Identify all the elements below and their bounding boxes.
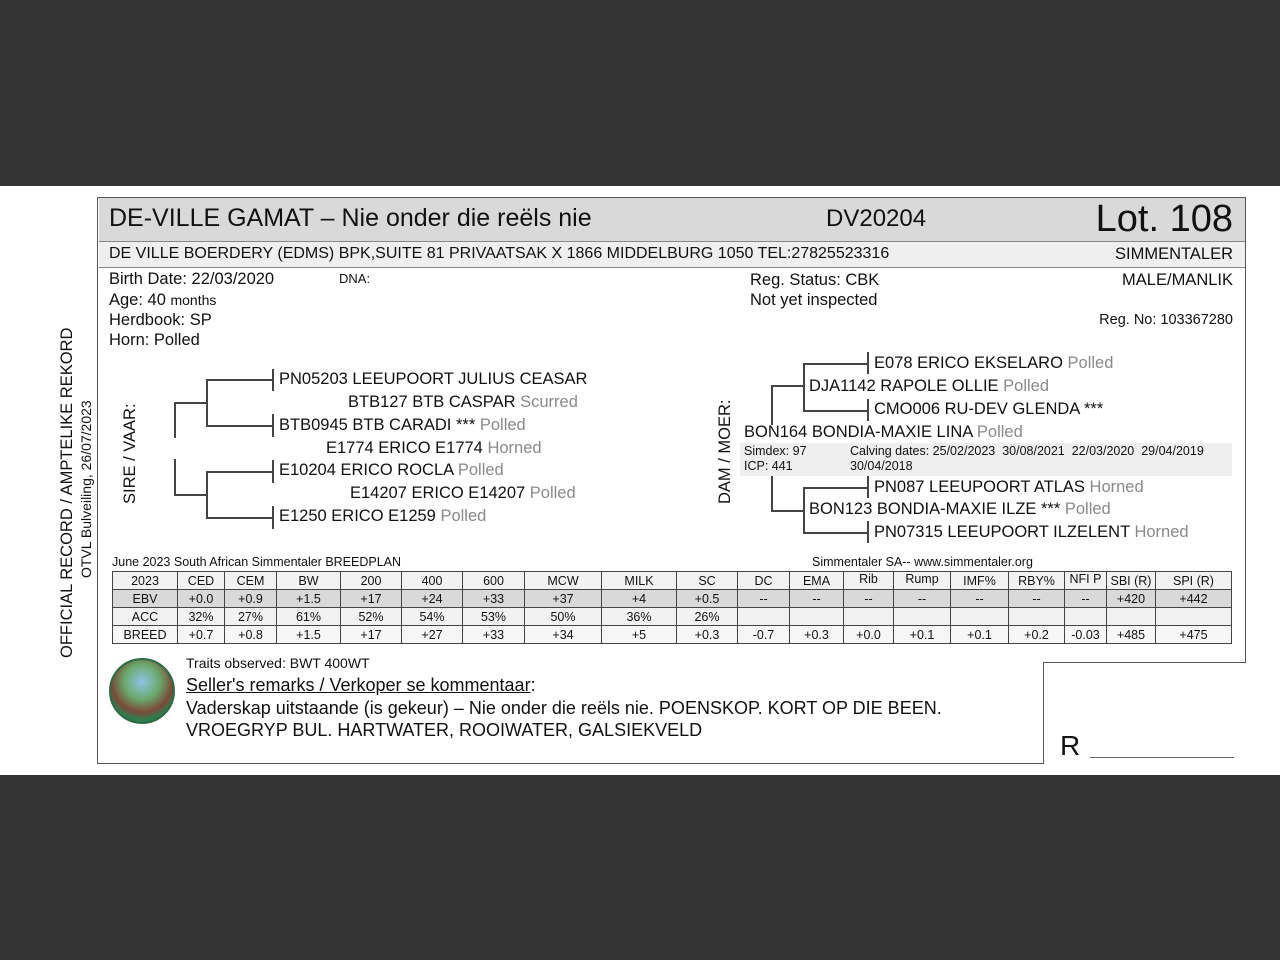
sire-sire: [279, 370, 587, 389]
birth-date: Birth Date: 22/03/2020: [109, 270, 275, 288]
pedigree-line: [174, 494, 207, 496]
animal-name: PN05203 LEEUPOORT JULIUS CEASAR: [279, 370, 588, 388]
table-cell: --: [844, 590, 894, 608]
animal-name: DE-VILLE GAMAT – Nie onder die reëls nie: [109, 204, 592, 232]
horn-status: Horned: [1089, 478, 1144, 496]
table-cell: +485: [1107, 626, 1156, 644]
pedigree-line: [867, 352, 869, 374]
column-header: EMA: [790, 572, 844, 590]
table-cell: +4: [602, 590, 677, 608]
table-cell: [844, 608, 894, 626]
dam-sire-sire: [874, 354, 1113, 373]
ebv-header-row: [113, 572, 1232, 590]
animal-name: CMO006 RU-DEV GLENDA ***: [874, 400, 1104, 418]
dam-simdex: Simdex: 97: [744, 444, 807, 458]
remarks-line-1: Vaderskap uitstaande (is gekeur) – Nie onder die reëls nie. POENSKOP. KORT OP DIE BEEN.: [186, 698, 942, 718]
pedigree-line: [206, 517, 272, 519]
horn-status: Polled: [479, 416, 526, 434]
ebv-table: [112, 571, 1232, 644]
pedigree-line: [803, 363, 805, 411]
age-unit: months: [170, 292, 217, 308]
remarks-heading-text: Seller's remarks / Verkoper se kommentaar: [186, 675, 531, 695]
calving-dates-cont: 30/04/2018: [850, 459, 913, 473]
table-cell: --: [894, 590, 951, 608]
animal-name: DJA1142 RAPOLE OLLIE: [809, 377, 999, 395]
auction-label: OTVL Bulveiling, 26/07/2023: [78, 400, 94, 578]
table-cell: +442: [1156, 590, 1232, 608]
animal-name: PN07315 LEEUPOORT ILZELENT: [874, 523, 1130, 541]
animal-name: E1774 ERICO E1774: [326, 439, 483, 457]
sire-dam: [279, 416, 526, 435]
card-border: [1043, 662, 1044, 764]
table-cell: +17: [341, 590, 402, 608]
pedigree-line: [867, 399, 869, 421]
card-border: [97, 197, 1245, 198]
column-header: RBY%: [1009, 572, 1065, 590]
animal-name: PN087 LEEUPOORT ATLAS: [874, 478, 1085, 496]
animal-id: DV20204: [826, 205, 927, 232]
column-header: CEM: [225, 572, 277, 590]
table-cell: --: [790, 590, 844, 608]
animal-name: E078 ERICO EKSELARO: [874, 354, 1063, 372]
table-cell: +33: [463, 626, 525, 644]
table-cell: +0.9: [225, 590, 277, 608]
pedigree-line: [803, 410, 867, 412]
pedigree-line: [206, 425, 272, 427]
table-cell: 32%: [178, 608, 225, 626]
horn-status: Horned: [1134, 523, 1189, 541]
pedigree-line: [174, 402, 176, 438]
remarks-line-2: VROEGRYP BUL. HARTWATER, ROOIWATER, GALSIEKVELD: [186, 720, 703, 740]
column-header: 200: [341, 572, 402, 590]
column-header: 2023: [113, 572, 178, 590]
table-cell: +34: [525, 626, 602, 644]
horn-status: Horned: [487, 439, 542, 457]
pedigree-line: [867, 521, 869, 543]
pedigree-line: [272, 506, 274, 529]
dam-sire: [809, 377, 1049, 396]
table-cell: +475: [1156, 626, 1232, 644]
table-cell: --: [951, 590, 1009, 608]
table-cell: 50%: [525, 608, 602, 626]
horn-status: Polled: [529, 484, 576, 502]
table-cell: +33: [463, 590, 525, 608]
pedigree-line: [206, 379, 272, 381]
table-cell: +1.5: [277, 590, 341, 608]
sire-label: SIRE / VAAR:: [121, 403, 139, 504]
pedigree-line: [174, 402, 207, 404]
price-blank-field[interactable]: [1090, 757, 1234, 758]
pedigree-line: [803, 487, 867, 489]
animal-name: BTB127 BTB CASPAR: [348, 393, 516, 411]
registration-number: Reg. No: 103367280: [1099, 312, 1233, 328]
pedigree-line: [174, 459, 176, 495]
pedigree-line: [272, 414, 274, 437]
table-cell: +5: [602, 626, 677, 644]
animal-name: BTB0945 BTB CARADI ***: [279, 416, 476, 434]
pedigree-line: [272, 369, 274, 391]
maternal-grandsire: [326, 439, 542, 458]
table-cell: 26%: [677, 608, 738, 626]
column-header: BW: [277, 572, 341, 590]
table-cell: +0.1: [894, 626, 951, 644]
horn-status: Polled: [440, 507, 487, 525]
calving-dates: Calving dates: 25/02/2023 30/08/2021 22/03/2020 29/04/2019: [850, 444, 1204, 458]
remarks-heading: [186, 675, 536, 696]
column-header: IMF%: [951, 572, 1009, 590]
pedigree-line: [867, 476, 869, 498]
breed-label: SIMMENTALER: [1115, 245, 1233, 263]
pedigree-line: [771, 510, 804, 512]
pedigree-line: [206, 471, 272, 473]
table-cell: +0.1: [951, 626, 1009, 644]
table-cell: --: [1009, 590, 1065, 608]
sire: [348, 393, 578, 412]
table-cell: +0.0: [844, 626, 894, 644]
pedigree-line: [771, 475, 773, 511]
breedplan-source: Simmentaler SA-- www.simmentaler.org: [812, 555, 1033, 569]
table-cell: +1.5: [277, 626, 341, 644]
card-border: [97, 197, 98, 764]
table-cell: [1156, 608, 1232, 626]
animal-name: BON164 BONDIA-MAXIE LINA: [744, 423, 973, 441]
ebv-row: [113, 590, 1232, 608]
column-header: Rib: [844, 572, 894, 590]
table-cell: +420: [1107, 590, 1156, 608]
table-cell: [790, 608, 844, 626]
column-header: 400: [402, 572, 463, 590]
table-cell: +0.2: [1009, 626, 1065, 644]
table-cell: +0.3: [677, 626, 738, 644]
row-label: ACC: [113, 608, 178, 626]
horn-status: Polled: [457, 461, 504, 479]
table-cell: -0.03: [1065, 626, 1107, 644]
column-header: SPI (R): [1156, 572, 1232, 590]
table-cell: 27%: [225, 608, 277, 626]
horn-status: Polled: [1003, 377, 1050, 395]
table-cell: +0.3: [790, 626, 844, 644]
pedigree-line: [771, 385, 773, 425]
table-cell: [1107, 608, 1156, 626]
horn-status: Scurred: [520, 393, 578, 411]
table-cell: [1009, 608, 1065, 626]
card-border: [1245, 197, 1246, 662]
row-label: EBV: [113, 590, 178, 608]
table-cell: +17: [341, 626, 402, 644]
table-cell: 52%: [341, 608, 402, 626]
horn-status: Polled: [976, 423, 1023, 441]
pedigree-line: [206, 379, 208, 426]
column-header: MCW: [525, 572, 602, 590]
animal-name: E10204 ERICO ROCLA: [279, 461, 454, 479]
acc-row: [113, 608, 1232, 626]
card-border: [1043, 662, 1246, 663]
table-cell: +0.8: [225, 626, 277, 644]
column-header: Rump: [894, 572, 951, 590]
pedigree-line: [771, 385, 804, 387]
table-cell: +37: [525, 590, 602, 608]
pedigree-line: [272, 460, 274, 483]
reg-status: Reg. Status: CBK: [750, 271, 880, 289]
age-value: Age: 40: [109, 291, 166, 309]
sire-grand: [350, 484, 576, 503]
dam-dam: [809, 500, 1111, 519]
column-header: DC: [738, 572, 790, 590]
table-cell: -0.7: [738, 626, 790, 644]
sex-label: MALE/MANLIK: [1122, 271, 1233, 289]
price-currency: R: [1060, 730, 1081, 761]
breedplan-title: June 2023 South African Simmentaler BREEDPLAN: [112, 555, 402, 569]
table-cell: +27: [402, 626, 463, 644]
table-cell: 54%: [402, 608, 463, 626]
remarks-heading-colon: :: [530, 675, 536, 695]
dam-dam-dam: [874, 523, 1189, 542]
table-cell: +0.0: [178, 590, 225, 608]
column-header: 600: [463, 572, 525, 590]
traits-observed: Traits observed: BWT 400WT: [186, 655, 370, 671]
horn-status: Polled: [1064, 500, 1111, 518]
table-cell: +0.5: [677, 590, 738, 608]
column-header: CED: [178, 572, 225, 590]
column-header: SBI (R): [1107, 572, 1156, 590]
age: [109, 291, 216, 310]
inspection-status: Not yet inspected: [750, 291, 878, 309]
official-record-label: OFFICIAL RECORD / AMPTELIKE REKORD: [58, 327, 76, 658]
horn-status: Horn: Polled: [109, 331, 200, 349]
animal-name: E1250 ERICO E1259: [279, 507, 436, 525]
column-header: MILK: [602, 572, 677, 590]
table-cell: [894, 608, 951, 626]
sire-dam-sire: [279, 461, 504, 480]
table-cell: 61%: [277, 608, 341, 626]
dam-sire-dam: [874, 400, 1103, 419]
sire-grand-dam: [279, 507, 486, 526]
table-cell: +0.7: [178, 626, 225, 644]
pedigree-line: [803, 487, 805, 533]
column-header: NFI P: [1065, 572, 1107, 590]
table-cell: --: [1065, 590, 1107, 608]
animal-name: BON123 BONDIA-MAXIE ILZE ***: [809, 500, 1061, 518]
pedigree-line: [206, 471, 208, 518]
table-cell: --: [738, 590, 790, 608]
table-cell: [1065, 608, 1107, 626]
society-logo-icon: [109, 658, 175, 724]
table-cell: +24: [402, 590, 463, 608]
herdbook: Herdbook: SP: [109, 311, 212, 329]
dam-icp: ICP: 441: [744, 459, 793, 473]
breeder-address: DE VILLE BOERDERY (EDMS) BPK,SUITE 81 PRIVAATSAK X 1866 MIDDELBURG 1050 TEL:27825523316: [109, 245, 890, 262]
dna-label: DNA:: [339, 271, 371, 286]
table-cell: [951, 608, 1009, 626]
dam-dam-sire: [874, 478, 1144, 497]
table-cell: [738, 608, 790, 626]
pedigree-line: [803, 532, 867, 534]
table-cell: 53%: [463, 608, 525, 626]
dam: [744, 423, 1023, 442]
horn-status: Polled: [1067, 354, 1114, 372]
animal-name: E14207 ERICO E14207: [350, 484, 526, 502]
column-header: SC: [677, 572, 738, 590]
pedigree-line: [803, 363, 867, 365]
card-border: [97, 763, 1044, 764]
dam-label: DAM / MOER:: [716, 399, 734, 504]
table-cell: 36%: [602, 608, 677, 626]
lot-number: Lot. 108: [1095, 198, 1233, 240]
row-label: BREED: [113, 626, 178, 644]
breed-row: [113, 626, 1232, 644]
